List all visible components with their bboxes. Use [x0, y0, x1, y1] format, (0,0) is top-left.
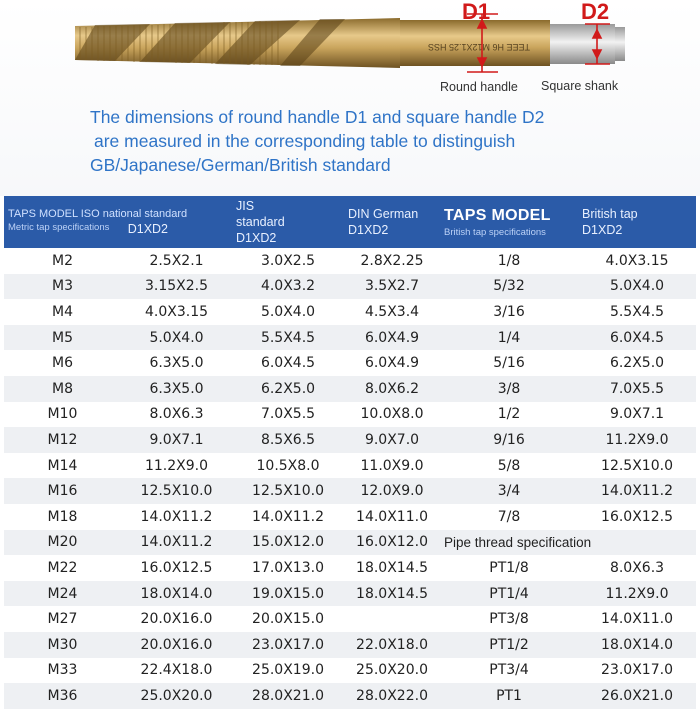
table-row: [4, 504, 696, 530]
header-metric-spec: Metric tap specifications: [8, 221, 110, 233]
cell-metric: M33: [4, 658, 121, 684]
cell-british-model: 5/8: [440, 453, 578, 479]
cell-british-model: PT1/4: [440, 581, 578, 607]
cell-iso: 14.0X11.2: [121, 504, 232, 530]
cell-metric: M18: [4, 504, 121, 530]
cell-jis: 23.0X17.0: [232, 632, 344, 658]
cell-iso: 14.0X11.2: [121, 530, 232, 556]
table-row: [4, 299, 696, 325]
cell-din: 10.0X8.0: [344, 402, 440, 428]
description-line-2: are measured in the corresponding table to distinguish: [94, 131, 516, 151]
header-jis: [232, 196, 344, 248]
header-british-spec: British tap specifications: [444, 226, 546, 238]
cell-din: 22.0X18.0: [344, 632, 440, 658]
cell-jis: 25.0X19.0: [232, 658, 344, 684]
cell-iso: 9.0X7.1: [121, 427, 232, 453]
header-british: [578, 196, 696, 248]
cell-jis: 3.0X2.5: [232, 248, 344, 274]
cell-iso: 20.0X16.0: [121, 606, 232, 632]
cell-din: 14.0X11.0: [344, 504, 440, 530]
cell-british-model: 1/2: [440, 402, 578, 428]
cell-british: 6.0X4.5: [578, 325, 696, 351]
cell-jis: 14.0X11.2: [232, 504, 344, 530]
cell-british: 11.2X9.0: [578, 581, 696, 607]
cell-iso: 20.0X16.0: [121, 632, 232, 658]
cell-iso: 12.5X10.0: [121, 478, 232, 504]
cell-jis: 8.5X6.5: [232, 427, 344, 453]
table-row: [4, 350, 696, 376]
product-diagram-area: [0, 0, 700, 196]
cell-jis: 28.0X21.0: [232, 683, 344, 709]
description-line-3: GB/Japanese/German/British standard: [90, 155, 391, 175]
header-jis-line3: D1XD2: [236, 231, 277, 245]
table-row: [4, 478, 696, 504]
cell-metric: M20: [4, 530, 121, 556]
cell-british: 7.0X5.5: [578, 376, 696, 402]
cell-metric: M14: [4, 453, 121, 479]
cell-metric: M36: [4, 683, 121, 709]
cell-british-model: 5/32: [440, 274, 578, 300]
cell-british: 4.0X3.15: [578, 248, 696, 274]
square-shank: [550, 24, 615, 64]
cell-british: 26.0X21.0: [578, 683, 696, 709]
cell-metric: M2: [4, 248, 121, 274]
header-jis-line1: JIS: [236, 199, 255, 213]
cell-british-model: 1/8: [440, 248, 578, 274]
cell-iso: 18.0X14.0: [121, 581, 232, 607]
cell-iso: 6.3X5.0: [121, 350, 232, 376]
table-row: [4, 606, 696, 632]
table-row: [4, 325, 696, 351]
cell-jis: 6.0X4.5: [232, 350, 344, 376]
description-line-1: The dimensions of round handle D1 and square handle D2: [90, 107, 545, 127]
table-row: [4, 555, 696, 581]
cell-iso: 11.2X9.0: [121, 453, 232, 479]
cell-metric: M4: [4, 299, 121, 325]
table-row: [4, 402, 696, 428]
round-handle-label: Round handle: [440, 80, 518, 94]
cell-iso: 6.3X5.0: [121, 376, 232, 402]
pipe-thread-note: Pipe thread specification: [440, 530, 696, 556]
cell-jis: 15.0X12.0: [232, 530, 344, 556]
table-row: [4, 274, 696, 300]
cell-jis: 5.5X4.5: [232, 325, 344, 351]
cell-jis: 7.0X5.5: [232, 402, 344, 428]
cell-iso: 22.4X18.0: [121, 658, 232, 684]
header-jis-line2: standard: [236, 215, 285, 229]
cell-british: 9.0X7.1: [578, 402, 696, 428]
cell-british-model: 5/16: [440, 350, 578, 376]
table-header-row: [4, 196, 696, 248]
cell-iso: 4.0X3.15: [121, 299, 232, 325]
cell-din: 18.0X14.5: [344, 555, 440, 581]
header-british-model: [440, 196, 578, 248]
header-din-line2: D1XD2: [348, 223, 389, 237]
table-row: [4, 248, 696, 274]
cell-din: 9.0X7.0: [344, 427, 440, 453]
cell-din: 12.0X9.0: [344, 478, 440, 504]
cell-british: 11.2X9.0: [578, 427, 696, 453]
cell-metric: M22: [4, 555, 121, 581]
cell-british-model: 1/4: [440, 325, 578, 351]
tap-engraving: TEEE H6 M12X1.25 HSS: [427, 42, 530, 52]
header-iso-title: TAPS MODEL ISO national standard: [8, 207, 188, 220]
cell-din: 11.0X9.0: [344, 453, 440, 479]
cell-british-model: PT1/8: [440, 555, 578, 581]
description-text: [90, 105, 690, 177]
cell-jis: 20.0X15.0: [232, 606, 344, 632]
cell-british: 14.0X11.0: [578, 606, 696, 632]
square-shank-label: Square shank: [541, 79, 619, 93]
cell-british: 12.5X10.0: [578, 453, 696, 479]
table-row: [4, 658, 696, 684]
cell-british-model: PT1/2: [440, 632, 578, 658]
cell-iso: 16.0X12.5: [121, 555, 232, 581]
cell-din: 6.0X4.9: [344, 325, 440, 351]
cell-metric: M16: [4, 478, 121, 504]
cell-british-model: PT3/8: [440, 606, 578, 632]
table-row: [4, 453, 696, 479]
cell-metric: M27: [4, 606, 121, 632]
cell-din: 16.0X12.0: [344, 530, 440, 556]
cell-metric: M30: [4, 632, 121, 658]
cell-din: 4.5X3.4: [344, 299, 440, 325]
cell-din: 6.0X4.9: [344, 350, 440, 376]
header-iso-d1xd2: D1XD2: [127, 221, 169, 236]
cell-jis: 10.5X8.0: [232, 453, 344, 479]
table-row: [4, 427, 696, 453]
cell-metric: M8: [4, 376, 121, 402]
cell-metric: M5: [4, 325, 121, 351]
cell-british-model: 9/16: [440, 427, 578, 453]
header-british-line2: D1XD2: [582, 223, 623, 237]
cell-british-model: 3/8: [440, 376, 578, 402]
cell-british: 8.0X6.3: [578, 555, 696, 581]
table-row: [4, 581, 696, 607]
cell-british: 16.0X12.5: [578, 504, 696, 530]
cell-british: 14.0X11.2: [578, 478, 696, 504]
cell-jis: 17.0X13.0: [232, 555, 344, 581]
header-british-line1: British tap: [582, 207, 638, 221]
cell-british-model: 7/8: [440, 504, 578, 530]
cell-british: 5.5X4.5: [578, 299, 696, 325]
cell-jis: 12.5X10.0: [232, 478, 344, 504]
cell-british: 6.2X5.0: [578, 350, 696, 376]
cell-iso: 5.0X4.0: [121, 325, 232, 351]
cell-metric: M6: [4, 350, 121, 376]
cell-british: 18.0X14.0: [578, 632, 696, 658]
cell-metric: M3: [4, 274, 121, 300]
cell-metric: M12: [4, 427, 121, 453]
header-iso: [4, 196, 232, 248]
cell-din: [344, 606, 440, 632]
header-din-line1: DIN German: [348, 207, 419, 221]
cell-british-model: PT3/4: [440, 658, 578, 684]
cell-din: 3.5X2.7: [344, 274, 440, 300]
cell-iso: 3.15X2.5: [121, 274, 232, 300]
cell-jis: 6.2X5.0: [232, 376, 344, 402]
cell-iso: 2.5X2.1: [121, 248, 232, 274]
tap-dimension-table: [4, 196, 696, 709]
cell-british: 5.0X4.0: [578, 274, 696, 300]
cell-iso: 25.0X20.0: [121, 683, 232, 709]
d1-label: D1: [462, 0, 491, 24]
cell-metric: M10: [4, 402, 121, 428]
cell-british-model: 3/16: [440, 299, 578, 325]
cell-british: 23.0X17.0: [578, 658, 696, 684]
cell-jis: 19.0X15.0: [232, 581, 344, 607]
cell-british-model: PT1: [440, 683, 578, 709]
table-row: [4, 683, 696, 709]
cell-metric: M24: [4, 581, 121, 607]
cell-din: 2.8X2.25: [344, 248, 440, 274]
table-row: [4, 530, 696, 556]
cell-british-model: 3/4: [440, 478, 578, 504]
header-british-model-title: TAPS MODEL: [444, 206, 551, 224]
cell-iso: 8.0X6.3: [121, 402, 232, 428]
cell-din: 25.0X20.0: [344, 658, 440, 684]
table-row: [4, 632, 696, 658]
cell-jis: 4.0X3.2: [232, 274, 344, 300]
table-row: [4, 376, 696, 402]
cell-jis: 5.0X4.0: [232, 299, 344, 325]
cell-din: 18.0X14.5: [344, 581, 440, 607]
cell-din: 8.0X6.2: [344, 376, 440, 402]
d2-label: D2: [581, 0, 610, 24]
header-din: [344, 196, 440, 248]
cell-din: 28.0X22.0: [344, 683, 440, 709]
